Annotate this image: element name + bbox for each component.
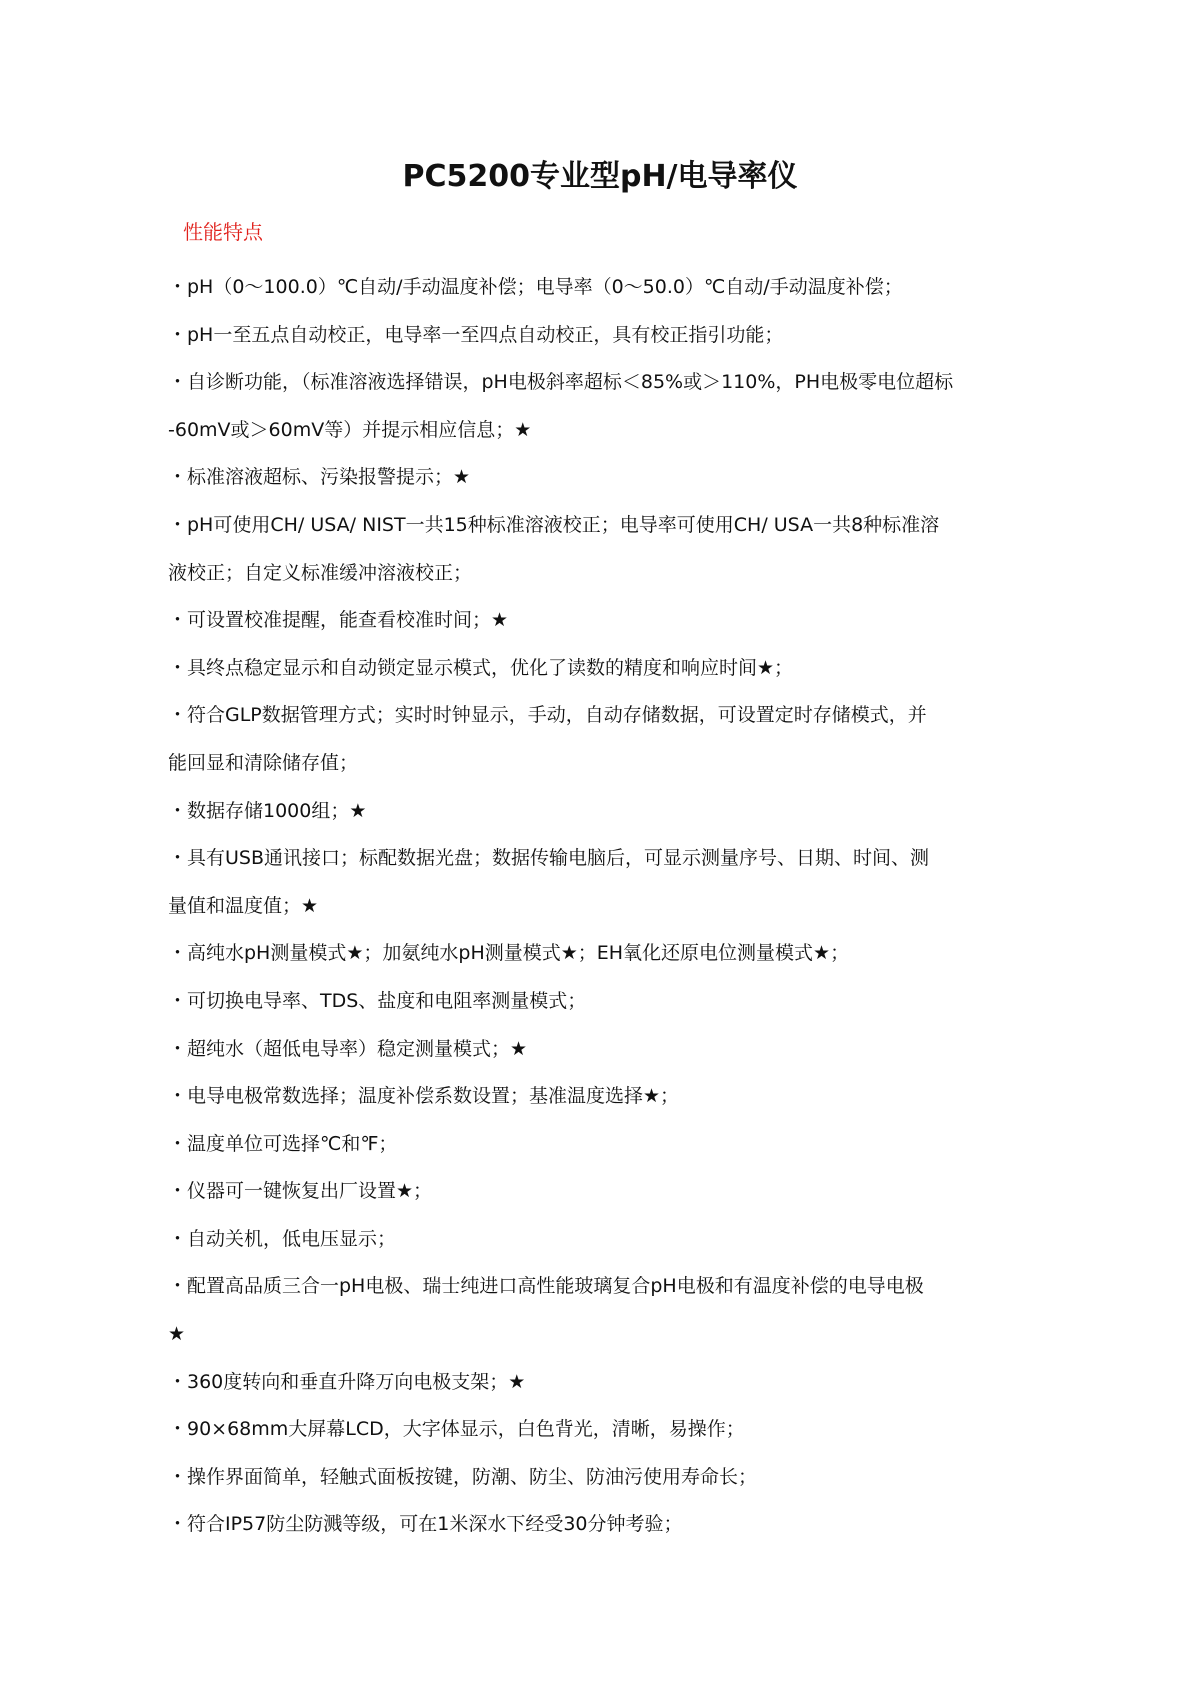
feature-line: ・自诊断功能，（标准溶液选择错误，pH电极斜率超标＜85%或＞110%，PH电极零电位超标 [168, 371, 954, 394]
feature-line-continuation: 能回显和清除储存值； [168, 751, 359, 774]
feature-line: ・超纯水（超低电导率）稳定测量模式；★ [168, 1037, 528, 1060]
feature-line: ・360度转向和垂直升降万向电极支架；★ [168, 1370, 526, 1393]
feature-line: ・配置高品质三合一pH电极、瑞士纯进口高性能玻璃复合pH电极和有温度补偿的电导电极 [168, 1275, 924, 1298]
feature-list [168, 264, 1038, 1549]
feature-line: ・自动关机，低电压显示； [168, 1227, 397, 1250]
feature-line-continuation: 量值和温度值；★ [168, 894, 319, 917]
feature-line: ・数据存储1000组；★ [168, 799, 367, 822]
feature-line: ・具终点稳定显示和自动锁定显示模式，优化了读数的精度和响应时间★； [168, 656, 794, 679]
feature-line-continuation: 液校正；自定义标准缓冲溶液校正； [168, 561, 473, 584]
feature-line: ・仪器可一键恢复出厂设置★； [168, 1180, 433, 1203]
feature-line: ・90×68mm大屏幕LCD，大字体显示，白色背光，清晰，易操作； [168, 1418, 745, 1441]
feature-line: ・pH（0～100.0）℃自动/手动温度补偿；电导率（0～50.0）℃自动/手动温度补偿； [168, 276, 903, 298]
feature-line: ・符合IP57防尘防溅等级，可在1米深水下经受30分钟考验； [168, 1513, 683, 1536]
feature-line: ・可设置校准提醒，能查看校准时间；★ [168, 609, 509, 632]
feature-line-continuation: ★ [168, 1323, 186, 1346]
feature-line: ・电导电极常数选择；温度补偿系数设置；基准温度选择★； [168, 1085, 680, 1108]
document-title: PC5200专业型pH/电导率仪 [402, 159, 798, 194]
feature-line: ・pH一至五点自动校正，电导率一至四点自动校正，具有校正指引功能； [168, 323, 784, 346]
feature-line: ・具有USB通讯接口；标配数据光盘；数据传输电脑后，可显示测量序号、日期、时间、测 [168, 847, 930, 870]
feature-line: ・温度单位可选择℃和℉； [168, 1132, 398, 1155]
section-heading-features: 性能特点 [183, 220, 263, 244]
feature-line: ・高纯水pH测量模式★；加氨纯水pH测量模式★；EH氧化还原电位测量模式★； [168, 942, 850, 965]
feature-line: ・pH可使用CH/ USA/ NIST一共15种标准溶液校正；电导率可使用CH/ USA一共8种标准溶 [168, 513, 940, 536]
feature-line: ・标准溶液超标、污染报警提示；★ [168, 466, 471, 489]
feature-line: ・可切换电导率、TDS、盐度和电阻率测量模式； [168, 989, 587, 1012]
feature-line: ・符合GLP数据管理方式；实时时钟显示，手动，自动存储数据，可设置定时存储模式，并 [168, 704, 927, 727]
feature-line: ・操作界面简单，轻触式面板按键，防潮、防尘、防油污使用寿命长； [168, 1465, 758, 1488]
feature-line-continuation: -60mV或＞60mV等）并提示相应信息；★ [168, 418, 532, 441]
